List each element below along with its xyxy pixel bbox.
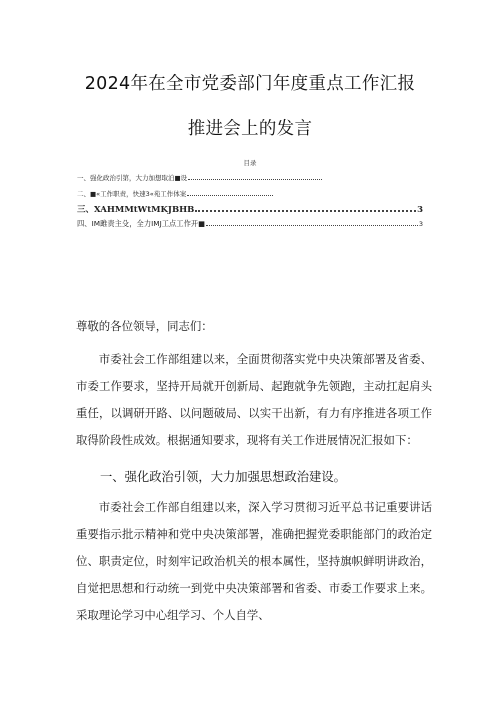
toc-entry[interactable] xyxy=(77,203,423,215)
toc-entry-page: 3 xyxy=(417,205,423,215)
document-title-line-2: 推进会上的发言 xyxy=(187,119,313,139)
toc-entry-label: 四、IM雎责主殳，全力IMJ工点工作开■ xyxy=(77,219,206,228)
toc-entry[interactable] xyxy=(77,173,423,182)
paragraph-section-1: 市委社会工作部自组建以来，深入学习贯彻习近平总书记重要讲话重要指示批示精神和党中央决策部署，准确把握党委职能部门的政治定位、职责定位，时刻牢记政治机关的根本属性，坚持旗帜鲜明讲政治，自觉把思想和行动统一到党中央决策部署和省委、市委工作要求上来。采取理论学习中心组学习、个人自学、 xyxy=(76,500,432,622)
toc-leader-dots xyxy=(188,178,322,180)
toc-entry[interactable] xyxy=(77,219,423,229)
toc-entry[interactable] xyxy=(77,189,423,198)
section-1-heading: 一、强化政治引领，大力加强思想政治建设。 xyxy=(100,470,346,484)
toc-entry-label: 二、■«工作职责，快速3«苑工作体案 xyxy=(77,190,187,198)
toc-heading: 目录 xyxy=(243,159,257,167)
toc-entry-label: 三、XAHMMtWtMKJBHB xyxy=(77,205,195,215)
toc-entry-page: 3 xyxy=(418,220,423,228)
document-title-line-1: 2024年在全市党委部门年度重点工作汇报 xyxy=(84,74,416,94)
toc-leader-dots xyxy=(187,194,273,196)
paragraph-intro: 市委社会工作部组建以来，全面贯彻落实党中央决策部署及省委、市委工作要求，坚持开局就开创新局、起跑就争先领跑，主动扛起肩头重任，以调研开路、以问题破局、以实干出新，有力有序推进各项工作取得阶段性成效。根据通知要求，现将有关工作进展情况汇报如下： xyxy=(76,352,432,447)
toc-leader-dots xyxy=(206,224,418,226)
toc-leader-dots xyxy=(195,209,416,212)
salutation: 尊敬的各位领导，同志们： xyxy=(76,319,213,333)
toc-entry-label: 一、强化政治引第，大力加想取泊■设 xyxy=(77,174,188,182)
